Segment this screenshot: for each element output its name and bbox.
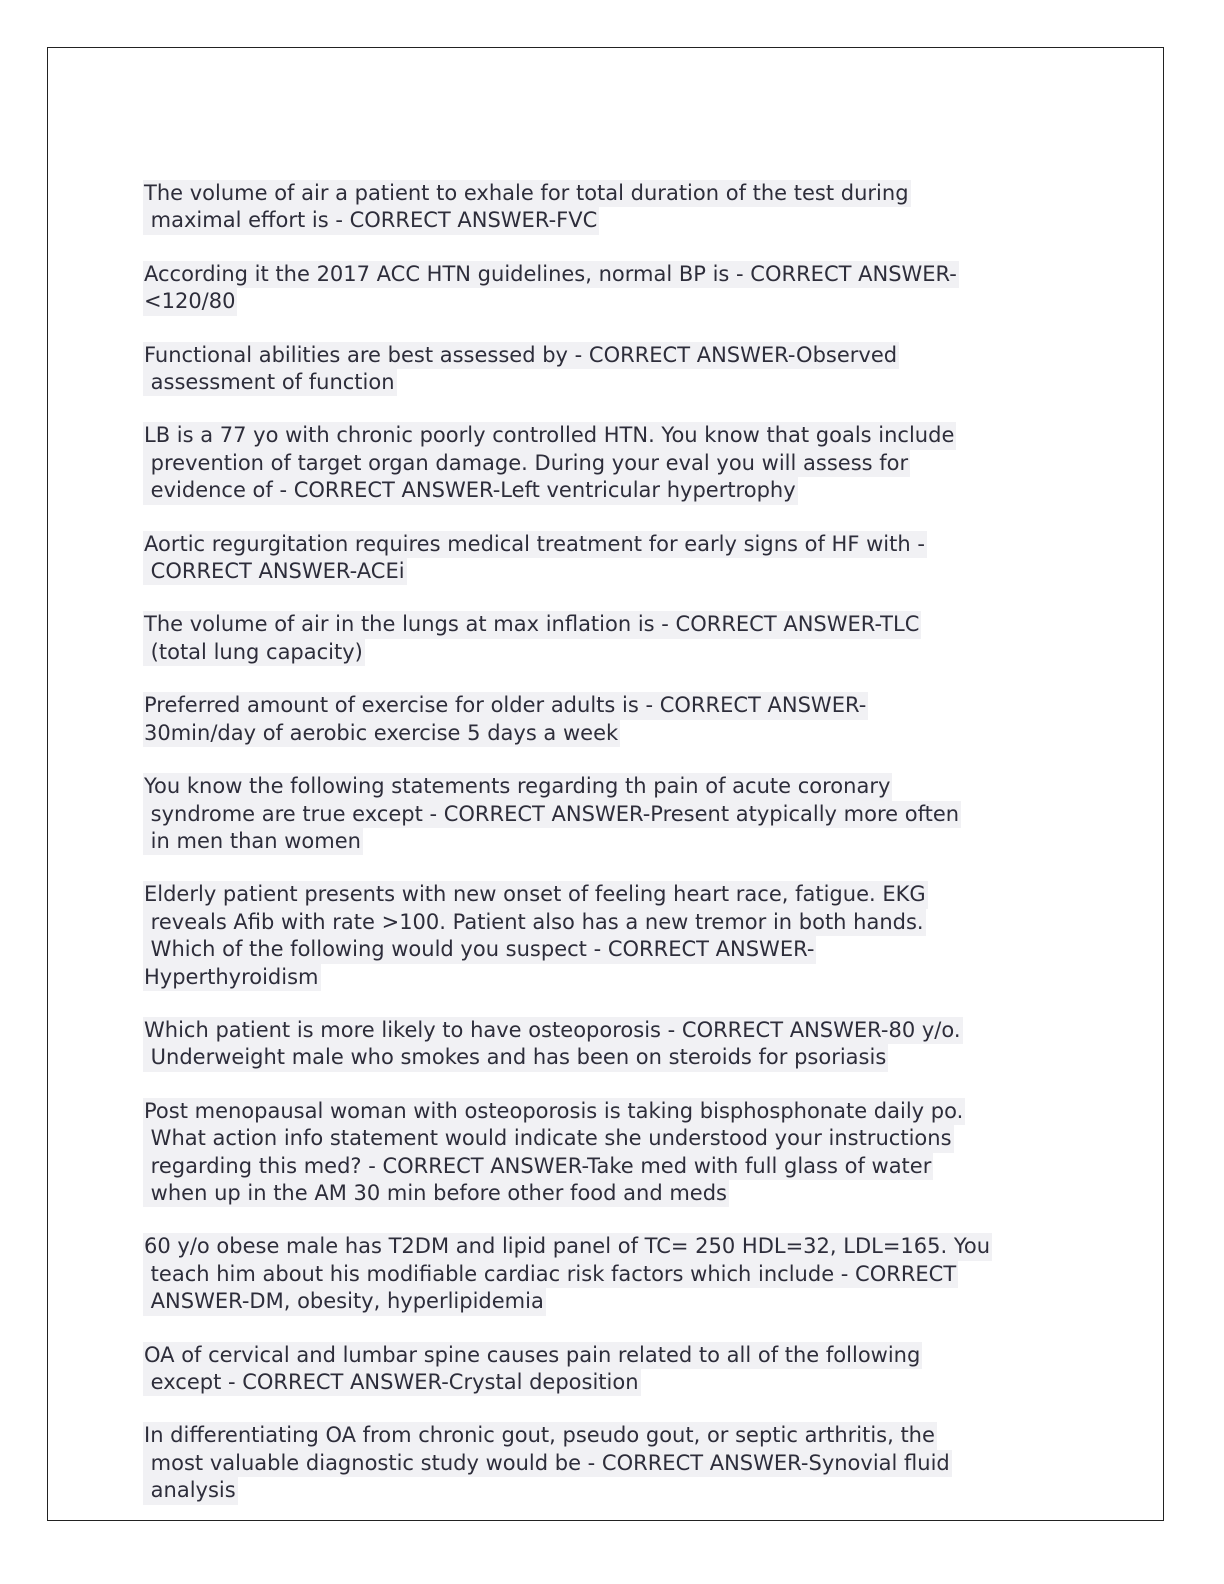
qa-text-line: Preferred amount of exercise for older adults is - CORRECT ANSWER- [143, 692, 868, 719]
qa-text-line: Post menopausal woman with osteoporosis is taking bisphosphonate daily po. [143, 1098, 965, 1125]
qa-text-line: Underweight male who smokes and has been on steroids for psoriasis [143, 1044, 888, 1071]
qa-text-line: (total lung capacity) [143, 639, 365, 666]
qa-text-line: 30min/day of aerobic exercise 5 days a week [143, 720, 620, 747]
qa-item [143, 881, 1103, 991]
qa-item [143, 531, 1103, 586]
qa-text-line: most valuable diagnostic study would be - CORRECT ANSWER-Synovial fluid [143, 1450, 952, 1477]
qa-item [143, 180, 1103, 235]
qa-text-line: The volume of air a patient to exhale for total duration of the test during [143, 180, 911, 207]
qa-text-line: evidence of - CORRECT ANSWER-Left ventricular hypertrophy [143, 477, 798, 504]
qa-item [143, 1342, 1103, 1397]
qa-item [143, 1017, 1103, 1072]
qa-item [143, 342, 1103, 397]
qa-item [143, 773, 1103, 855]
qa-text-line: Which of the following would you suspect - CORRECT ANSWER- [143, 936, 816, 963]
qa-text-line: ANSWER-DM, obesity, hyperlipidemia [143, 1288, 546, 1315]
qa-text-line: regarding this med? - CORRECT ANSWER-Take med with full glass of water [143, 1153, 933, 1180]
qa-text-line: Aortic regurgitation requires medical treatment for early signs of HF with - [143, 531, 927, 558]
qa-text-line: What action info statement would indicate she understood your instructions [143, 1125, 954, 1152]
qa-item [143, 611, 1103, 666]
qa-text-line: Elderly patient presents with new onset of feeling heart race, fatigue. EKG [143, 881, 928, 908]
qa-text-line: Functional abilities are best assessed by - CORRECT ANSWER-Observed [143, 342, 899, 369]
qa-text-line: The volume of air in the lungs at max inflation is - CORRECT ANSWER-TLC [143, 611, 921, 638]
qa-text-line: 60 y/o obese male has T2DM and lipid panel of TC= 250 HDL=32, LDL=165. You [143, 1233, 992, 1260]
qa-text-line: reveals Afib with rate >100. Patient also has a new tremor in both hands. [143, 909, 926, 936]
qa-item [143, 261, 1103, 316]
qa-item [143, 1422, 1103, 1504]
qa-text-line: except - CORRECT ANSWER-Crystal deposition [143, 1369, 641, 1396]
qa-item [143, 1098, 1103, 1208]
qa-text-line: In differentiating OA from chronic gout, pseudo gout, or septic arthritis, the [143, 1422, 937, 1449]
qa-text-line: <120/80 [143, 288, 237, 315]
qa-text-line: CORRECT ANSWER-ACEi [143, 558, 407, 585]
qa-text-line: analysis [143, 1477, 238, 1504]
qa-text-line: assessment of function [143, 369, 397, 396]
qa-text-line: when up in the AM 30 min before other food and meds [143, 1180, 729, 1207]
qa-text-line: LB is a 77 yo with chronic poorly controlled HTN. You know that goals include [143, 422, 956, 449]
qa-text-line: OA of cervical and lumbar spine causes pain related to all of the following [143, 1342, 922, 1369]
qa-text-line: teach him about his modifiable cardiac risk factors which include - CORRECT [143, 1261, 958, 1288]
qa-text-line: maximal effort is - CORRECT ANSWER-FVC [143, 207, 599, 234]
qa-item [143, 422, 1103, 504]
qa-text-line: prevention of target organ damage. During your eval you will assess for [143, 450, 910, 477]
document-body [143, 180, 1103, 1521]
qa-item [143, 692, 1103, 747]
page-frame [47, 47, 1164, 1521]
qa-text-line: According it the 2017 ACC HTN guidelines, normal BP is - CORRECT ANSWER- [143, 261, 959, 288]
qa-text-line: Which patient is more likely to have osteoporosis - CORRECT ANSWER-80 y/o. [143, 1017, 963, 1044]
qa-text-line: Hyperthyroidism [143, 964, 321, 991]
qa-text-line: You know the following statements regarding th pain of acute coronary [143, 773, 892, 800]
qa-text-line: syndrome are true except - CORRECT ANSWER-Present atypically more often [143, 801, 961, 828]
qa-text-line: in men than women [143, 828, 363, 855]
qa-item [143, 1233, 1103, 1315]
